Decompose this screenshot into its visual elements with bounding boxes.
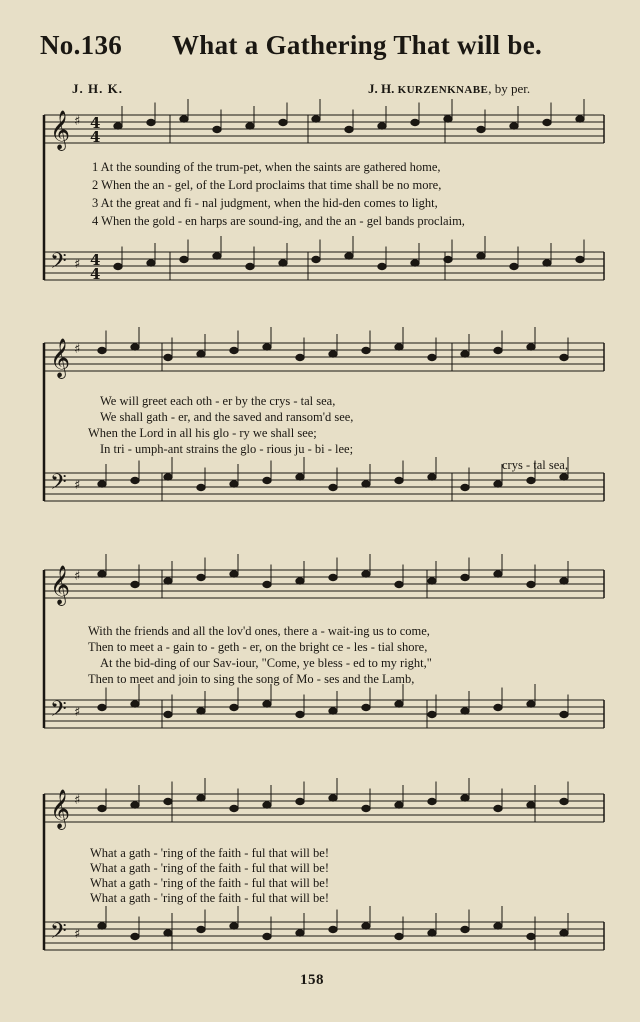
note-head: [147, 119, 155, 125]
note-head: [362, 571, 370, 577]
note-head: [560, 930, 568, 936]
note-head: [527, 477, 535, 483]
note-head: [527, 581, 535, 587]
note-head: [461, 926, 469, 932]
note-head: [329, 351, 337, 357]
treble-clef: 𝄞: [50, 565, 71, 605]
note-head: [263, 581, 271, 587]
note-head: [263, 802, 271, 808]
note-head: [494, 805, 502, 811]
note-head: [494, 571, 502, 577]
note-head: [131, 701, 139, 707]
note-head: [510, 123, 518, 129]
note-head: [461, 484, 469, 490]
note-head: [395, 933, 403, 939]
note-head: [576, 116, 584, 122]
note-head: [197, 926, 205, 932]
note-head: [246, 263, 254, 269]
note-head: [98, 347, 106, 353]
treble-clef: 𝄞: [50, 110, 71, 150]
verse-2-line-2: We shall gath - er, and the saved and ransom'd see,: [100, 410, 354, 424]
lyricist-credit: J. H. K.: [72, 81, 123, 96]
sharp-sign: ♯: [74, 478, 81, 493]
verse-3-line-4: What a gath - 'ring of the faith - ful that will be!: [90, 876, 329, 890]
note-head: [197, 484, 205, 490]
note-head: [477, 126, 485, 132]
note-head: [362, 805, 370, 811]
note-head: [362, 481, 370, 487]
note-head: [164, 354, 172, 360]
note-head: [411, 260, 419, 266]
note-head: [213, 126, 221, 132]
note-head: [329, 708, 337, 714]
verse-4-line-2: In tri - umph-ant strains the glo - rious ju - bi - lee;: [100, 442, 354, 456]
note-head: [560, 798, 568, 804]
note-head: [296, 578, 304, 584]
note-head: [543, 260, 551, 266]
note-head: [494, 704, 502, 710]
note-head: [230, 805, 238, 811]
note-head: [296, 711, 304, 717]
note-head: [527, 933, 535, 939]
note-head: [114, 123, 122, 129]
note-head: [560, 578, 568, 584]
bass-clef: 𝄢: [50, 470, 67, 500]
note-head: [131, 581, 139, 587]
note-head: [213, 253, 221, 259]
note-head: [510, 263, 518, 269]
note-head: [263, 701, 271, 707]
note-head: [411, 119, 419, 125]
time-signature: 4: [90, 128, 101, 146]
verse-3-line-3: At the bid-ding of our Sav-iour, "Come, ye bless - ed to my right,": [100, 656, 432, 670]
note-head: [461, 351, 469, 357]
note-head: [428, 354, 436, 360]
note-head: [180, 116, 188, 122]
note-head: [312, 116, 320, 122]
note-head: [395, 344, 403, 350]
note-head: [395, 802, 403, 808]
note-head: [576, 256, 584, 262]
bass-clef: 𝄢: [50, 249, 67, 279]
note-head: [395, 477, 403, 483]
note-head: [164, 798, 172, 804]
note-head: [296, 798, 304, 804]
sharp-sign: ♯: [74, 342, 81, 357]
note-head: [329, 574, 337, 580]
hymn-title: What a Gathering That will be.: [172, 30, 543, 60]
note-head: [494, 481, 502, 487]
note-head: [296, 474, 304, 480]
note-head: [461, 795, 469, 801]
verse-2-line-4: What a gath - 'ring of the faith - ful that will be!: [90, 861, 329, 875]
note-head: [329, 926, 337, 932]
note-head: [131, 933, 139, 939]
note-head: [279, 119, 287, 125]
sharp-sign: ♯: [74, 793, 81, 808]
note-head: [543, 119, 551, 125]
note-head: [230, 704, 238, 710]
note-head: [428, 711, 436, 717]
note-head: [164, 578, 172, 584]
note-head: [197, 351, 205, 357]
verse-4-line-1: 4 When the gold - en harps are sound-ing, and the an - gel bands proclaim,: [92, 214, 465, 228]
bass-clef: 𝄢: [50, 919, 67, 949]
note-head: [312, 256, 320, 262]
note-head: [246, 123, 254, 129]
note-head: [263, 933, 271, 939]
note-head: [131, 802, 139, 808]
note-head: [329, 484, 337, 490]
composer-credit: J. H. KURZENKNABE, by per.: [368, 81, 531, 96]
note-head: [477, 253, 485, 259]
treble-clef: 𝄞: [50, 789, 71, 829]
note-head: [428, 578, 436, 584]
note-head: [98, 704, 106, 710]
sharp-sign: ♯: [74, 705, 81, 720]
time-signature: 4: [90, 114, 101, 132]
verse-3-line-2: When the Lord in all his glo - ry we shall see;: [88, 426, 317, 440]
hymn-number: No.136: [40, 30, 123, 60]
verse-4-line-3: Then to meet and join to sing the song of Mo - ses and the Lamb,: [88, 672, 415, 686]
note-head: [362, 923, 370, 929]
note-head: [98, 805, 106, 811]
note-head: [263, 344, 271, 350]
note-head: [131, 344, 139, 350]
note-head: [444, 116, 452, 122]
page-number: 158: [300, 972, 324, 988]
note-head: [230, 347, 238, 353]
note-head: [197, 574, 205, 580]
note-head: [98, 481, 106, 487]
note-head: [279, 260, 287, 266]
note-head: [378, 123, 386, 129]
note-head: [527, 701, 535, 707]
note-head: [180, 256, 188, 262]
note-head: [296, 930, 304, 936]
note-head: [527, 344, 535, 350]
note-head: [378, 263, 386, 269]
note-head: [147, 260, 155, 266]
note-head: [461, 574, 469, 580]
note-head: [296, 354, 304, 360]
note-head: [428, 930, 436, 936]
sharp-sign: ♯: [74, 114, 81, 129]
note-head: [98, 571, 106, 577]
verse-1-line-4: What a gath - 'ring of the faith - ful that will be!: [90, 846, 329, 860]
treble-clef: 𝄞: [50, 338, 71, 378]
time-signature: 4: [90, 265, 101, 283]
bass-clef: 𝄢: [50, 697, 67, 727]
note-head: [362, 347, 370, 353]
note-head: [114, 263, 122, 269]
note-head: [329, 795, 337, 801]
note-head: [230, 571, 238, 577]
note-head: [395, 581, 403, 587]
note-head: [560, 354, 568, 360]
note-head: [428, 798, 436, 804]
note-head: [164, 930, 172, 936]
note-head: [345, 126, 353, 132]
note-head: [395, 701, 403, 707]
note-head: [131, 477, 139, 483]
bass-cue-lyric: crys - tal sea,: [502, 458, 568, 472]
verse-4-line-4: What a gath - 'ring of the faith - ful that will be!: [90, 891, 329, 905]
note-head: [230, 923, 238, 929]
sharp-sign: ♯: [74, 257, 81, 272]
verse-1-line-1: 1 At the sounding of the trum-pet, when the saints are gathered home,: [92, 160, 441, 174]
note-head: [164, 711, 172, 717]
verse-3-line-1: 3 At the great and fi - nal judgment, when the hid-den comes to light,: [92, 196, 438, 210]
verse-2-line-1: 2 When the an - gel, of the Lord proclaims that time shall be no more,: [92, 178, 442, 192]
sharp-sign: ♯: [74, 927, 81, 942]
time-signature: 4: [90, 251, 101, 269]
note-head: [197, 795, 205, 801]
note-head: [230, 481, 238, 487]
note-head: [527, 802, 535, 808]
note-head: [444, 256, 452, 262]
note-head: [494, 347, 502, 353]
note-head: [197, 708, 205, 714]
verse-1-line-2: We will greet each oth - er by the crys - tal sea,: [100, 394, 336, 408]
note-head: [461, 708, 469, 714]
verse-1-line-3: With the friends and all the lov'd ones, there a - wait-ing us to come,: [88, 624, 430, 638]
note-head: [263, 477, 271, 483]
verse-2-line-3: Then to meet a - gain to - geth - er, on the bright ce - les - tial shore,: [88, 640, 428, 654]
sharp-sign: ♯: [74, 569, 81, 584]
note-head: [494, 923, 502, 929]
note-head: [98, 923, 106, 929]
note-head: [560, 711, 568, 717]
note-head: [560, 474, 568, 480]
note-head: [164, 474, 172, 480]
note-head: [428, 474, 436, 480]
note-head: [345, 253, 353, 259]
note-head: [362, 704, 370, 710]
